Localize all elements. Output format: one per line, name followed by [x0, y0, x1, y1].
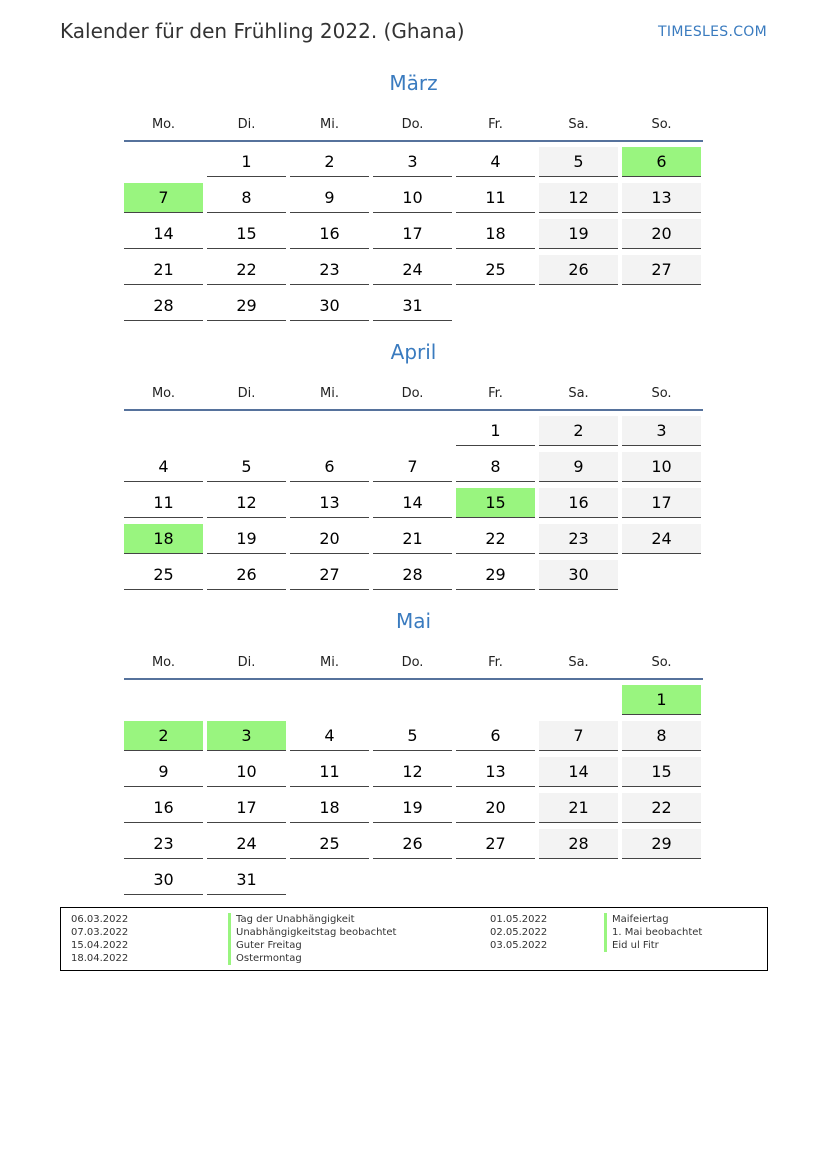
month-april [124, 338, 703, 596]
empty-cell [124, 147, 203, 176]
month-name: März [389, 71, 438, 95]
day-cell: 21 [373, 524, 452, 554]
weekday-label: So. [651, 117, 672, 132]
day-cell: 18 [456, 219, 535, 249]
week-row [124, 560, 703, 591]
day-cell: 10 [622, 452, 701, 482]
weekday-label: Di. [237, 117, 256, 132]
legend-holiday-name: Ostermontag [228, 952, 396, 965]
month-may [124, 607, 703, 901]
legend-date: 01.05.2022 [490, 914, 548, 925]
day-cell: 26 [207, 560, 286, 590]
day-cell: 6 [290, 452, 369, 482]
brand-link[interactable]: TIMESLES.COM [658, 24, 767, 40]
day-cell: 27 [290, 560, 369, 590]
day-cell: 17 [622, 488, 701, 518]
empty-cell [290, 685, 369, 714]
day-cell: 3 [373, 147, 452, 177]
day-cell: 23 [539, 524, 618, 554]
day-cell: 3 [207, 721, 286, 751]
day-cell: 3 [622, 416, 701, 446]
day-cell: 9 [539, 452, 618, 482]
weekday-label: Fr. [488, 117, 503, 132]
legend-holiday-name: Tag der Unabhängigkeit [228, 913, 396, 926]
empty-cell [456, 291, 535, 320]
legend-holiday-name: Unabhängigkeitstag beobachtet [228, 926, 396, 939]
day-cell: 22 [207, 255, 286, 285]
legend-holiday-name: 1. Mai beobachtet [604, 926, 702, 939]
page-title: Kalender für den Frühling 2022. (Ghana) [60, 19, 465, 43]
day-cell: 19 [373, 793, 452, 823]
legend-date: 07.03.2022 [71, 927, 129, 938]
weekday-label: Sa. [568, 386, 589, 401]
weekday-label: Mi. [320, 655, 339, 670]
empty-cell [539, 685, 618, 714]
day-cell: 21 [124, 255, 203, 285]
day-cell: 27 [622, 255, 701, 285]
weekday-label: Do. [401, 655, 424, 670]
day-cell: 14 [124, 219, 203, 249]
day-cell: 6 [456, 721, 535, 751]
day-cell: 8 [207, 183, 286, 213]
day-cell: 30 [124, 865, 203, 895]
day-cell: 7 [539, 721, 618, 751]
day-cell: 29 [622, 829, 701, 859]
day-cell: 14 [373, 488, 452, 518]
day-cell: 4 [290, 721, 369, 751]
day-cell: 17 [207, 793, 286, 823]
day-cell: 7 [124, 183, 203, 213]
week-row [124, 416, 703, 447]
day-cell: 28 [373, 560, 452, 590]
day-cell: 20 [456, 793, 535, 823]
empty-cell [373, 865, 452, 894]
week-row [124, 721, 703, 752]
day-cell: 11 [290, 757, 369, 787]
day-cell: 28 [124, 291, 203, 321]
day-cell: 7 [373, 452, 452, 482]
legend-date: 06.03.2022 [71, 914, 129, 925]
legend-date: 15.04.2022 [71, 940, 129, 951]
weekday-label: Fr. [488, 386, 503, 401]
day-cell: 25 [290, 829, 369, 859]
week-row [124, 793, 703, 824]
day-cell: 25 [124, 560, 203, 590]
day-cell: 21 [539, 793, 618, 823]
day-cell: 13 [622, 183, 701, 213]
day-cell: 15 [622, 757, 701, 787]
weekday-header [124, 642, 703, 678]
day-cell: 9 [290, 183, 369, 213]
empty-cell [373, 416, 452, 445]
day-cell: 8 [622, 721, 701, 751]
day-cell: 28 [539, 829, 618, 859]
weekday-label: Do. [401, 117, 424, 132]
weekday-label: Do. [401, 386, 424, 401]
day-cell: 22 [456, 524, 535, 554]
day-cell: 10 [373, 183, 452, 213]
day-cell: 25 [456, 255, 535, 285]
day-cell: 20 [290, 524, 369, 554]
legend-holiday-name: Eid ul Fitr [604, 939, 702, 952]
empty-cell [456, 865, 535, 894]
day-cell: 17 [373, 219, 452, 249]
day-cell: 27 [456, 829, 535, 859]
day-cell: 12 [373, 757, 452, 787]
empty-cell [622, 291, 701, 320]
day-cell: 1 [622, 685, 701, 715]
day-cell: 30 [290, 291, 369, 321]
day-cell: 19 [539, 219, 618, 249]
day-cell: 16 [290, 219, 369, 249]
day-cell: 13 [456, 757, 535, 787]
day-cell: 6 [622, 147, 701, 177]
month-march [124, 69, 703, 327]
legend-left-names [228, 913, 396, 965]
weekday-label: Mo. [151, 655, 176, 670]
day-cell: 2 [539, 416, 618, 446]
legend-right-dates [490, 913, 547, 952]
weekday-label: Di. [237, 386, 256, 401]
weekday-header [124, 104, 703, 140]
weekday-label: So. [651, 655, 672, 670]
day-cell: 1 [207, 147, 286, 177]
day-cell: 13 [290, 488, 369, 518]
day-cell: 1 [456, 416, 535, 446]
day-cell: 24 [207, 829, 286, 859]
day-cell: 26 [373, 829, 452, 859]
weekday-label: Mo. [151, 117, 176, 132]
header-rule [124, 409, 703, 411]
empty-cell [207, 416, 286, 445]
week-row [124, 219, 703, 250]
day-cell: 29 [207, 291, 286, 321]
week-row [124, 685, 703, 716]
week-row [124, 183, 703, 214]
day-cell: 29 [456, 560, 535, 590]
empty-cell [124, 685, 203, 714]
empty-cell [124, 416, 203, 445]
day-cell: 15 [207, 219, 286, 249]
legend-right-names [604, 913, 702, 952]
day-cell: 12 [207, 488, 286, 518]
month-name: April [390, 340, 437, 364]
weekday-header [124, 373, 703, 409]
legend-left-dates [71, 913, 128, 965]
weekday-label: Sa. [568, 117, 589, 132]
day-cell: 30 [539, 560, 618, 590]
day-cell: 22 [622, 793, 701, 823]
empty-cell [373, 685, 452, 714]
day-cell: 16 [124, 793, 203, 823]
week-row [124, 865, 703, 896]
day-cell: 14 [539, 757, 618, 787]
weekday-label: Mo. [151, 386, 176, 401]
week-row [124, 291, 703, 322]
weekday-label: So. [651, 386, 672, 401]
day-cell: 24 [373, 255, 452, 285]
empty-cell [539, 291, 618, 320]
week-row [124, 524, 703, 555]
week-row [124, 757, 703, 788]
legend-holiday-name: Maifeiertag [604, 913, 702, 926]
week-row [124, 488, 703, 519]
week-row [124, 452, 703, 483]
empty-cell [622, 560, 701, 589]
month-name: Mai [395, 609, 432, 633]
header-rule [124, 140, 703, 142]
legend-holiday-name: Guter Freitag [228, 939, 396, 952]
day-cell: 11 [124, 488, 203, 518]
day-cell: 2 [290, 147, 369, 177]
legend-date: 03.05.2022 [490, 940, 548, 951]
week-row [124, 255, 703, 286]
day-cell: 31 [207, 865, 286, 895]
day-cell: 31 [373, 291, 452, 321]
empty-cell [622, 865, 701, 894]
day-cell: 5 [373, 721, 452, 751]
week-row [124, 829, 703, 860]
day-cell: 23 [124, 829, 203, 859]
day-cell: 18 [290, 793, 369, 823]
header-rule [124, 678, 703, 680]
day-cell: 16 [539, 488, 618, 518]
holiday-legend [60, 907, 768, 971]
day-cell: 19 [207, 524, 286, 554]
day-cell: 12 [539, 183, 618, 213]
day-cell: 8 [456, 452, 535, 482]
weekday-label: Di. [237, 655, 256, 670]
day-cell: 24 [622, 524, 701, 554]
day-cell: 4 [124, 452, 203, 482]
day-cell: 23 [290, 255, 369, 285]
day-cell: 2 [124, 721, 203, 751]
day-cell: 26 [539, 255, 618, 285]
empty-cell [207, 685, 286, 714]
day-cell: 11 [456, 183, 535, 213]
empty-cell [290, 865, 369, 894]
day-cell: 10 [207, 757, 286, 787]
empty-cell [456, 685, 535, 714]
day-cell: 15 [456, 488, 535, 518]
legend-date: 02.05.2022 [490, 927, 548, 938]
legend-date: 18.04.2022 [71, 953, 129, 964]
day-cell: 9 [124, 757, 203, 787]
day-cell: 5 [539, 147, 618, 177]
day-cell: 4 [456, 147, 535, 177]
empty-cell [290, 416, 369, 445]
week-row [124, 147, 703, 178]
weekday-label: Sa. [568, 655, 589, 670]
weekday-label: Mi. [320, 386, 339, 401]
day-cell: 18 [124, 524, 203, 554]
day-cell: 5 [207, 452, 286, 482]
day-cell: 20 [622, 219, 701, 249]
empty-cell [539, 865, 618, 894]
weekday-label: Mi. [320, 117, 339, 132]
weekday-label: Fr. [488, 655, 503, 670]
